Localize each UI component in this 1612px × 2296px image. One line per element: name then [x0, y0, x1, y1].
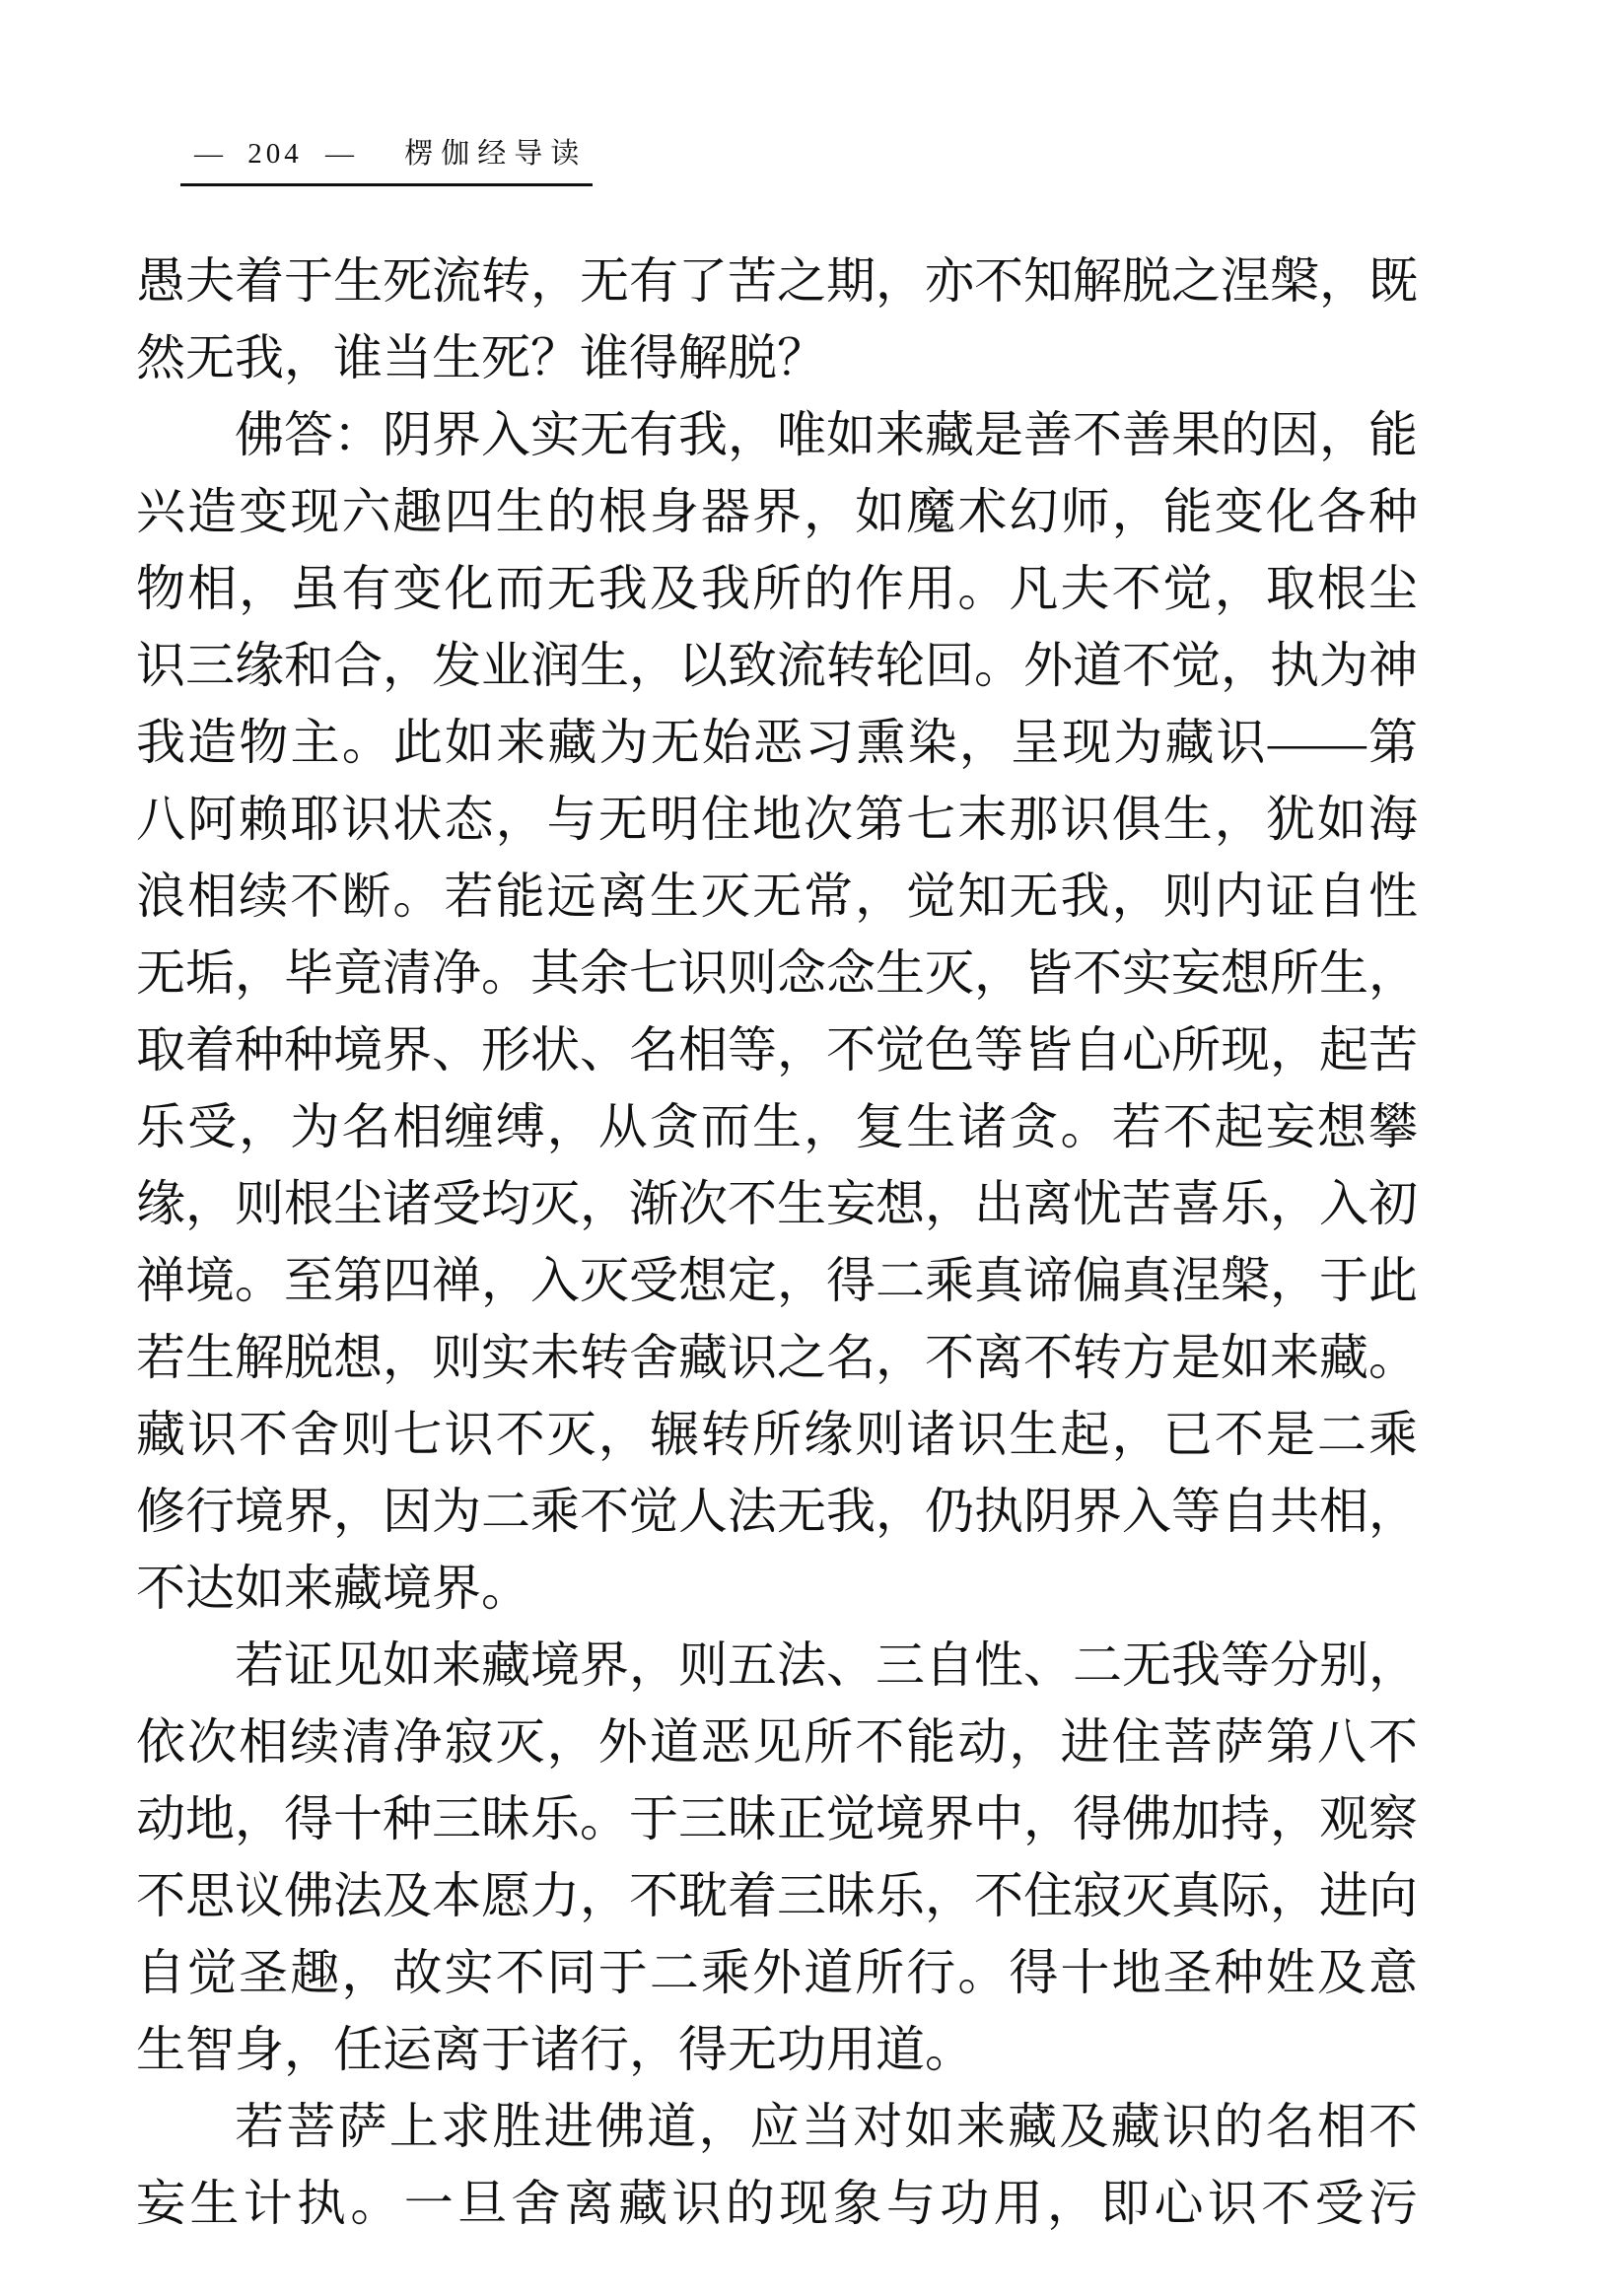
text-line: 若菩萨上求胜进佛道，应当对如来藏及藏识的名相不 [235, 2099, 1418, 2154]
text-line: 然无我，谁当生死？谁得解脱？ [136, 330, 826, 385]
text-line: 物相，虽有变化而无我及我所的作用。凡夫不觉，取根尘 [136, 561, 1418, 616]
text-line: 生智身，任运离于诸行，得无功用道。 [136, 2022, 974, 2077]
running-header [180, 134, 593, 186]
text-line: 自觉圣趣，故实不同于二乘外道所行。得十地圣种姓及意 [136, 1945, 1418, 2000]
text-line: 若生解脱想，则实未转舍藏识之名，不离不转方是如来藏。 [136, 1330, 1418, 1385]
text-line: 乐受，为名相缠缚，从贪而生，复生诸贪。若不起妄想攀 [136, 1099, 1418, 1154]
text-line: 缘，则根尘诸受均灭，渐次不生妄想，出离忧苦喜乐，入初 [136, 1176, 1418, 1231]
text-line: 无垢，毕竟清净。其余七识则念念生灭，皆不实妄想所生， [136, 945, 1418, 1001]
text-line: 禅境。至第四禅，入灭受想定，得二乘真谛偏真涅槃，于此 [136, 1253, 1418, 1308]
text-line: 妄生计执。一旦舍离藏识的现象与功用，即心识不受污 [136, 2176, 1418, 2231]
paragraph [136, 2088, 1418, 2242]
text-line: 愚夫着于生死流转，无有了苦之期，亦不知解脱之涅槃，既 [136, 253, 1418, 309]
header-dash-left: — [194, 138, 225, 170]
text-line: 浪相续不断。若能远离生灭无常，觉知无我，则内证自性 [136, 869, 1418, 924]
paragraph [136, 1627, 1418, 2088]
paragraph [136, 396, 1418, 1627]
text-line: 识三缘和合，发业润生，以致流转轮回。外道不觉，执为神 [136, 638, 1418, 693]
header-dash-right: — [325, 138, 356, 170]
text-line: 不达如来藏境界。 [136, 1561, 530, 1616]
text-line: 取着种种境界、形状、名相等，不觉色等皆自心所现，起苦 [136, 1022, 1418, 1078]
page-body [136, 243, 1418, 2242]
text-line: 佛答：阴界入实无有我，唯如来藏是善不善果的因，能 [235, 407, 1418, 462]
text-line: 不思议佛法及本愿力，不耽着三昧乐，不住寂灭真际，进向 [136, 1868, 1418, 1923]
text-line: 藏识不舍则七识不灭，辗转所缘则诸识生起，已不是二乘 [136, 1407, 1418, 1462]
text-line: 我造物主。此如来藏为无始恶习熏染，呈现为藏识——第 [136, 715, 1418, 770]
paragraph [136, 243, 1418, 396]
text-line: 若证见如来藏境界，则五法、三自性、二无我等分别， [235, 1637, 1418, 1693]
text-line: 兴造变现六趣四生的根身器界，如魔术幻师，能变化各种 [136, 484, 1418, 539]
page-number: 204 [247, 138, 303, 170]
text-line: 依次相续清净寂灭，外道恶见所不能动，进住菩萨第八不 [136, 1714, 1418, 1770]
text-line: 动地，得十种三昧乐。于三昧正觉境界中，得佛加持，观察 [136, 1791, 1418, 1846]
text-line: 修行境界，因为二乘不觉人法无我，仍执阴界入等自共相， [136, 1484, 1418, 1539]
book-title: 楞伽经导读 [404, 138, 588, 170]
text-line: 八阿赖耶识状态，与无明住地次第七末那识俱生，犹如海 [136, 792, 1418, 847]
